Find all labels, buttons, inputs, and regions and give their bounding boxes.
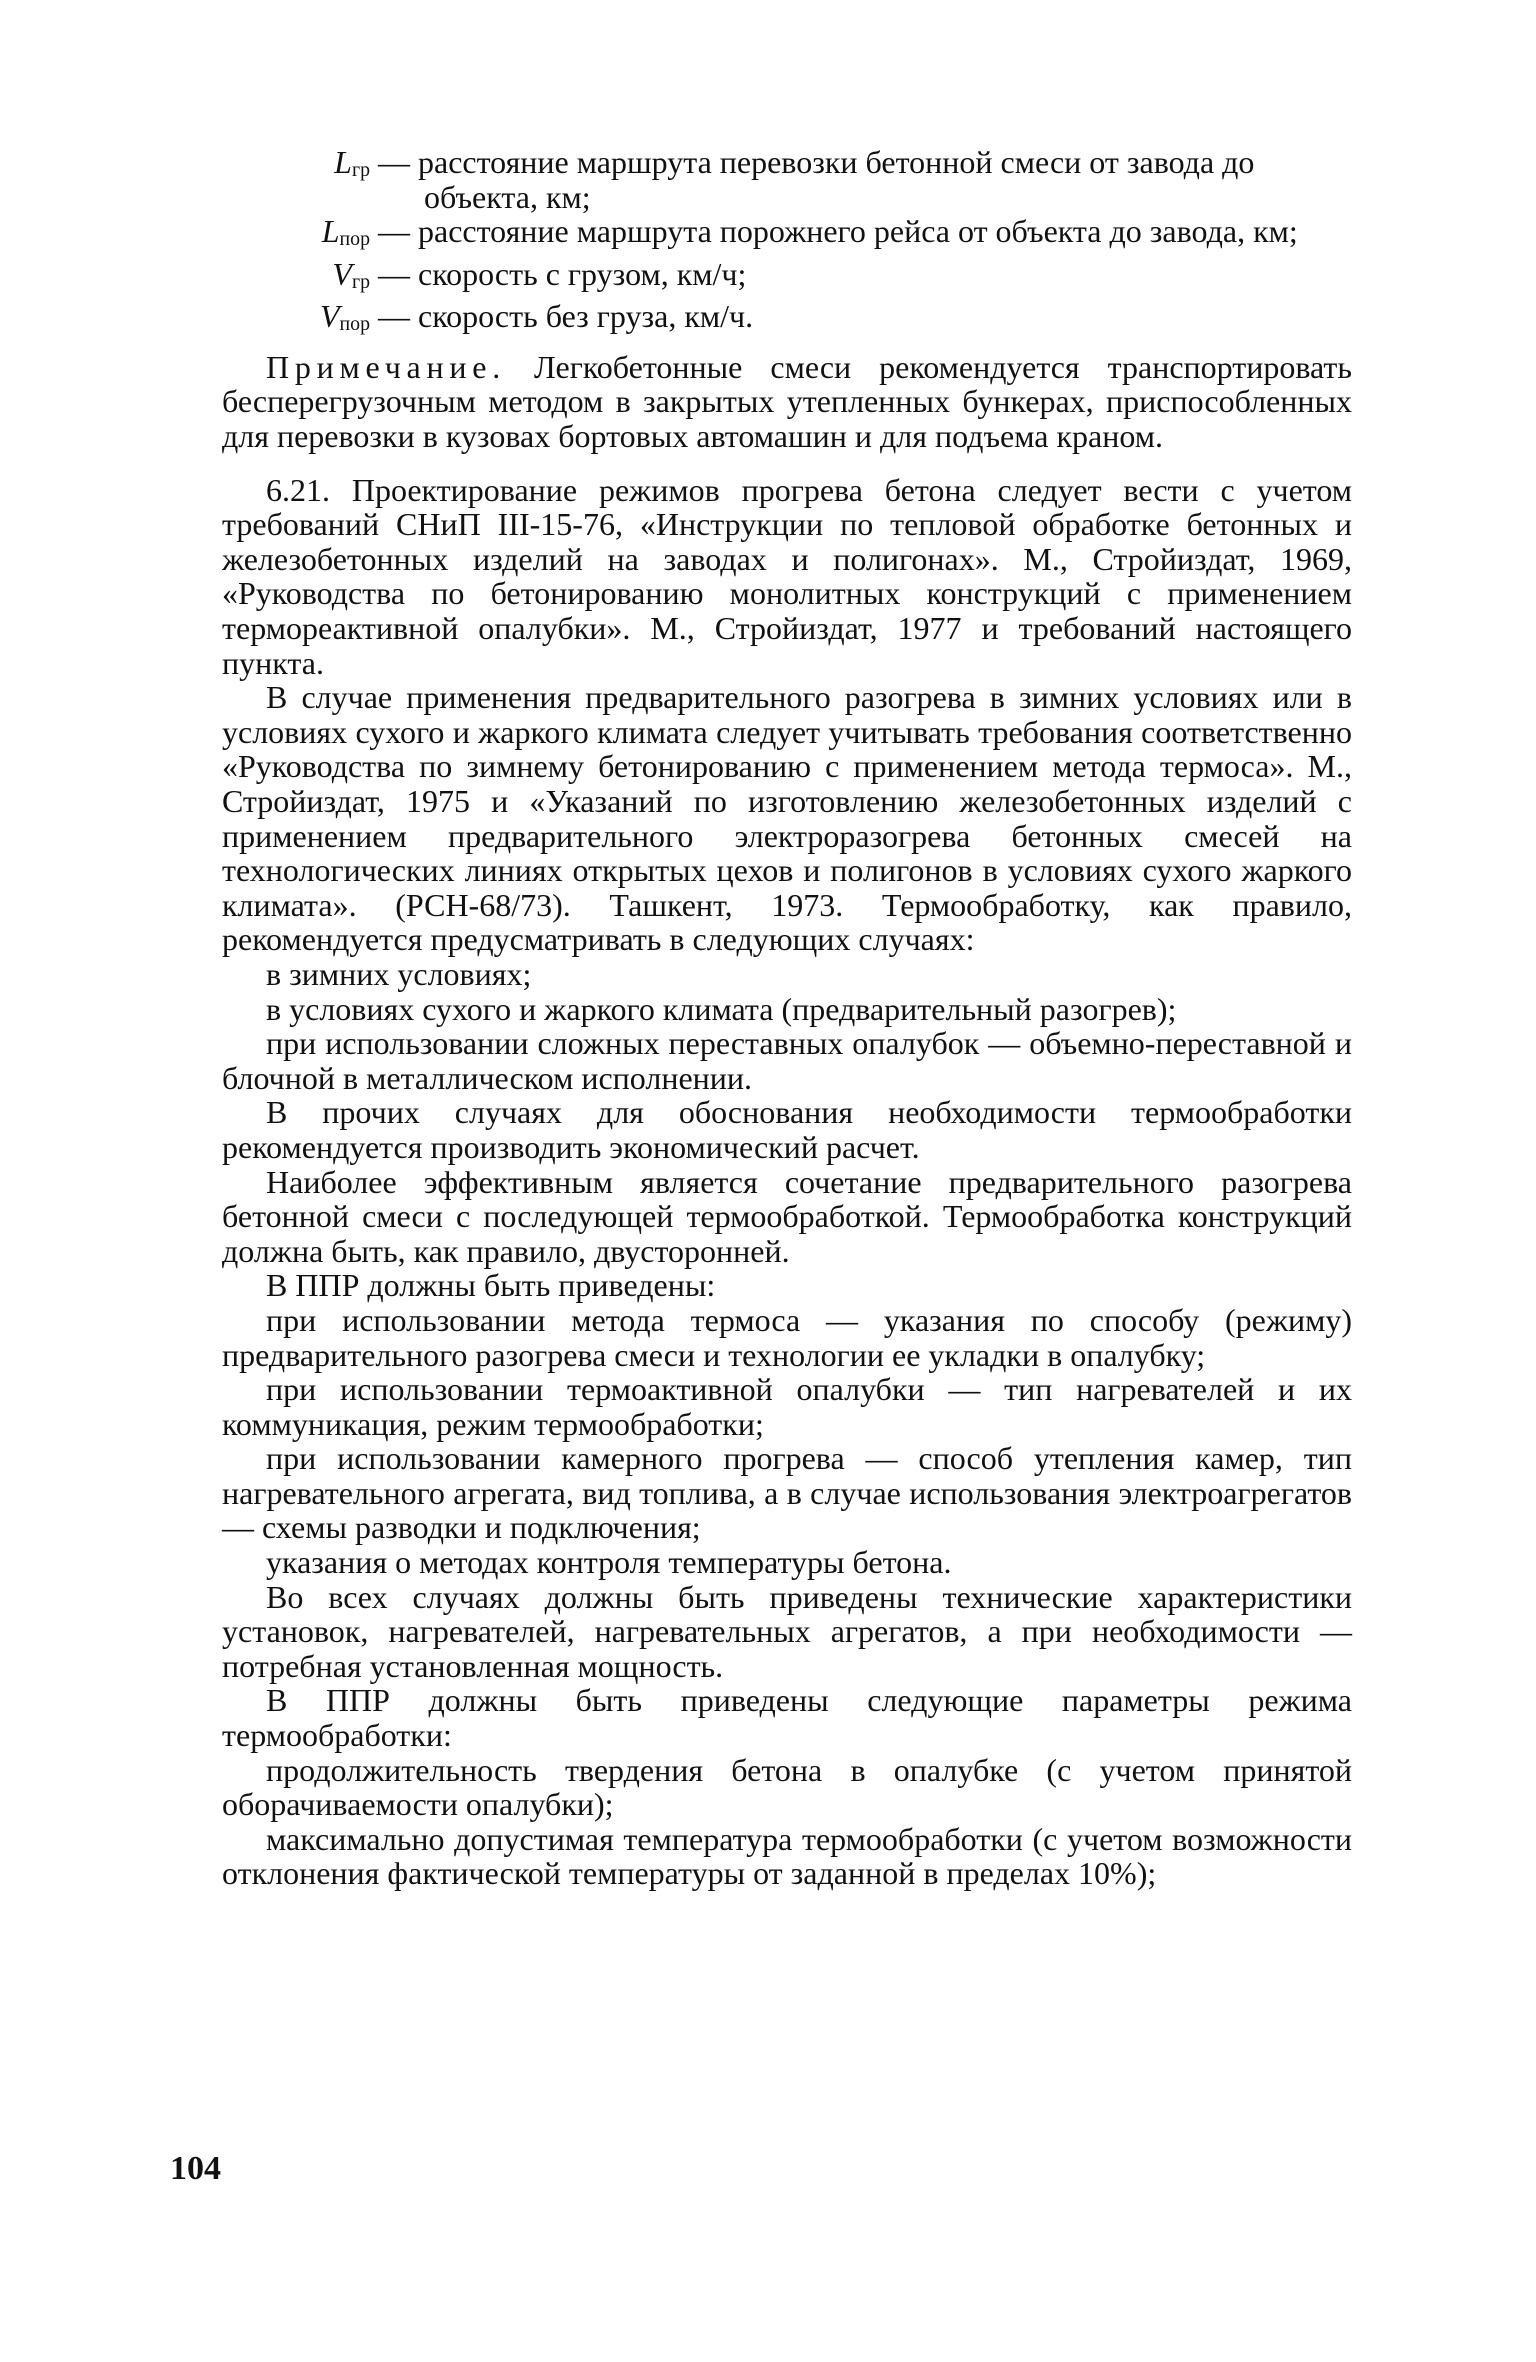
list-item: при использовании камерного прогрева — способ утепления камер, тип нагревательного агрегата, вид топлива, а в случае использования электроагрегатов — схемы разводки и подключения; bbox=[222, 1440, 1352, 1546]
list-item: указания о методах контроля температуры бетона. bbox=[266, 1544, 952, 1581]
definition-item bbox=[222, 214, 1352, 257]
variable-description: — расстояние маршрута порожнего рейса от объекта до завода, км; bbox=[378, 213, 1298, 250]
definition-item bbox=[222, 299, 1352, 342]
list-item: в зимних условиях; bbox=[266, 955, 532, 992]
list-item: при использовании метода термоса — указания по способу (режиму) предварительного разогрева смеси и технологии ее укладки в опалубку; bbox=[222, 1301, 1352, 1373]
variable-description: — скорость с грузом, км/ч; bbox=[378, 255, 747, 292]
paragraph: 6.21. Проектирование режимов прогрева бетона следует вести с учетом требований СНиП III-15-76, «Инструкции по тепловой обработке бетонных и железобетонных изделий на заводах и полигонах». М., Стройиздат, 1969, «Руководства по бетонированию монолитных конструкций с применением термореактивной опалубки». М., Стройиздат, 1977 и требований настоящего пункта. bbox=[222, 471, 1352, 681]
definition-item bbox=[222, 257, 1352, 300]
paragraph: В ППР должны быть приведены: bbox=[266, 1267, 716, 1304]
section-6-21 bbox=[222, 473, 1352, 1891]
paragraph: В ППР должны быть приведены следующие параметры режима термообработки: bbox=[222, 1682, 1352, 1754]
variable-description: — скорость без груза, км/ч. bbox=[378, 298, 754, 335]
variable-definitions bbox=[222, 145, 1352, 342]
text-body bbox=[222, 145, 1352, 1891]
variable-symbol: $V_{пор}$ bbox=[320, 298, 370, 336]
note-label: Примечание. bbox=[266, 348, 507, 385]
paragraph: В прочих случаях для обоснования необходимости термообработки рекомендуется производить экономический расчет. bbox=[222, 1094, 1352, 1165]
variable-symbol: $L_{гр}$ bbox=[334, 144, 370, 181]
variable-symbol: $L_{пор}$ bbox=[321, 213, 370, 251]
definition-item bbox=[222, 145, 1352, 214]
list-item: при использовании термоактивной опалубки — тип нагревателей и их коммуникация, режим термообработки; bbox=[222, 1371, 1352, 1442]
variable-description: — расстояние маршрута перевозки бетонной смеси от завода до объекта, км; bbox=[378, 144, 1255, 215]
note-paragraph bbox=[222, 350, 1352, 454]
paragraph: Во всех случаях должны быть приведены технические характеристики установок, нагревателей, нагревательных агрегатов, а при необходимости — потребная установленная мощность. bbox=[222, 1578, 1352, 1684]
note-text: Легкобетонные смеси рекомендуется транспортировать бесперегрузочным методом в закрытых утепленных бункерах, приспособленных для перевозки в кузовах бортовых автомашин и для подъема краном. bbox=[222, 348, 1352, 455]
list-item: в условиях сухого и жаркого климата (предварительный разогрев); bbox=[266, 990, 1177, 1027]
list-item: максимально допустимая температура термообработки (с учетом возможности отклонения фактической температуры от заданной в пределах 10%); bbox=[222, 1820, 1352, 1892]
paragraph: В случае применения предварительного разогрева в зимних условиях или в условиях сухого и жаркого климата следует учитывать требования соответственно «Руководства по зимнему бетонированию с применением метода термоса». М., Стройиздат, 1975 и «Указаний по изготовлению железобетонных изделий с применением предварительного электроразогрева бетонных смесей на технологических линиях открытых цехов и полигонов в условиях сухого жаркого климата». (РСН-68/73). Ташкент, 1973. Термообработку, как правило, рекомендуется предусматривать в следующих случаях: bbox=[222, 679, 1352, 958]
page-number: 104 bbox=[170, 2150, 221, 2187]
paragraph: Наиболее эффективным является сочетание предварительного разогрева бетонной смеси с последующей термообработкой. Термообработка конструкций должна быть, как правило, двусторонней. bbox=[222, 1163, 1352, 1269]
list-item: продолжительность твердения бетона в опалубке (с учетом принятой оборачиваемости опалубки); bbox=[222, 1751, 1352, 1823]
variable-symbol: $V_{гр}$ bbox=[332, 255, 370, 293]
list-item: при использовании сложных переставных опалубок — объемно-переставной и блочной в металлическом исполнении. bbox=[222, 1025, 1352, 1096]
